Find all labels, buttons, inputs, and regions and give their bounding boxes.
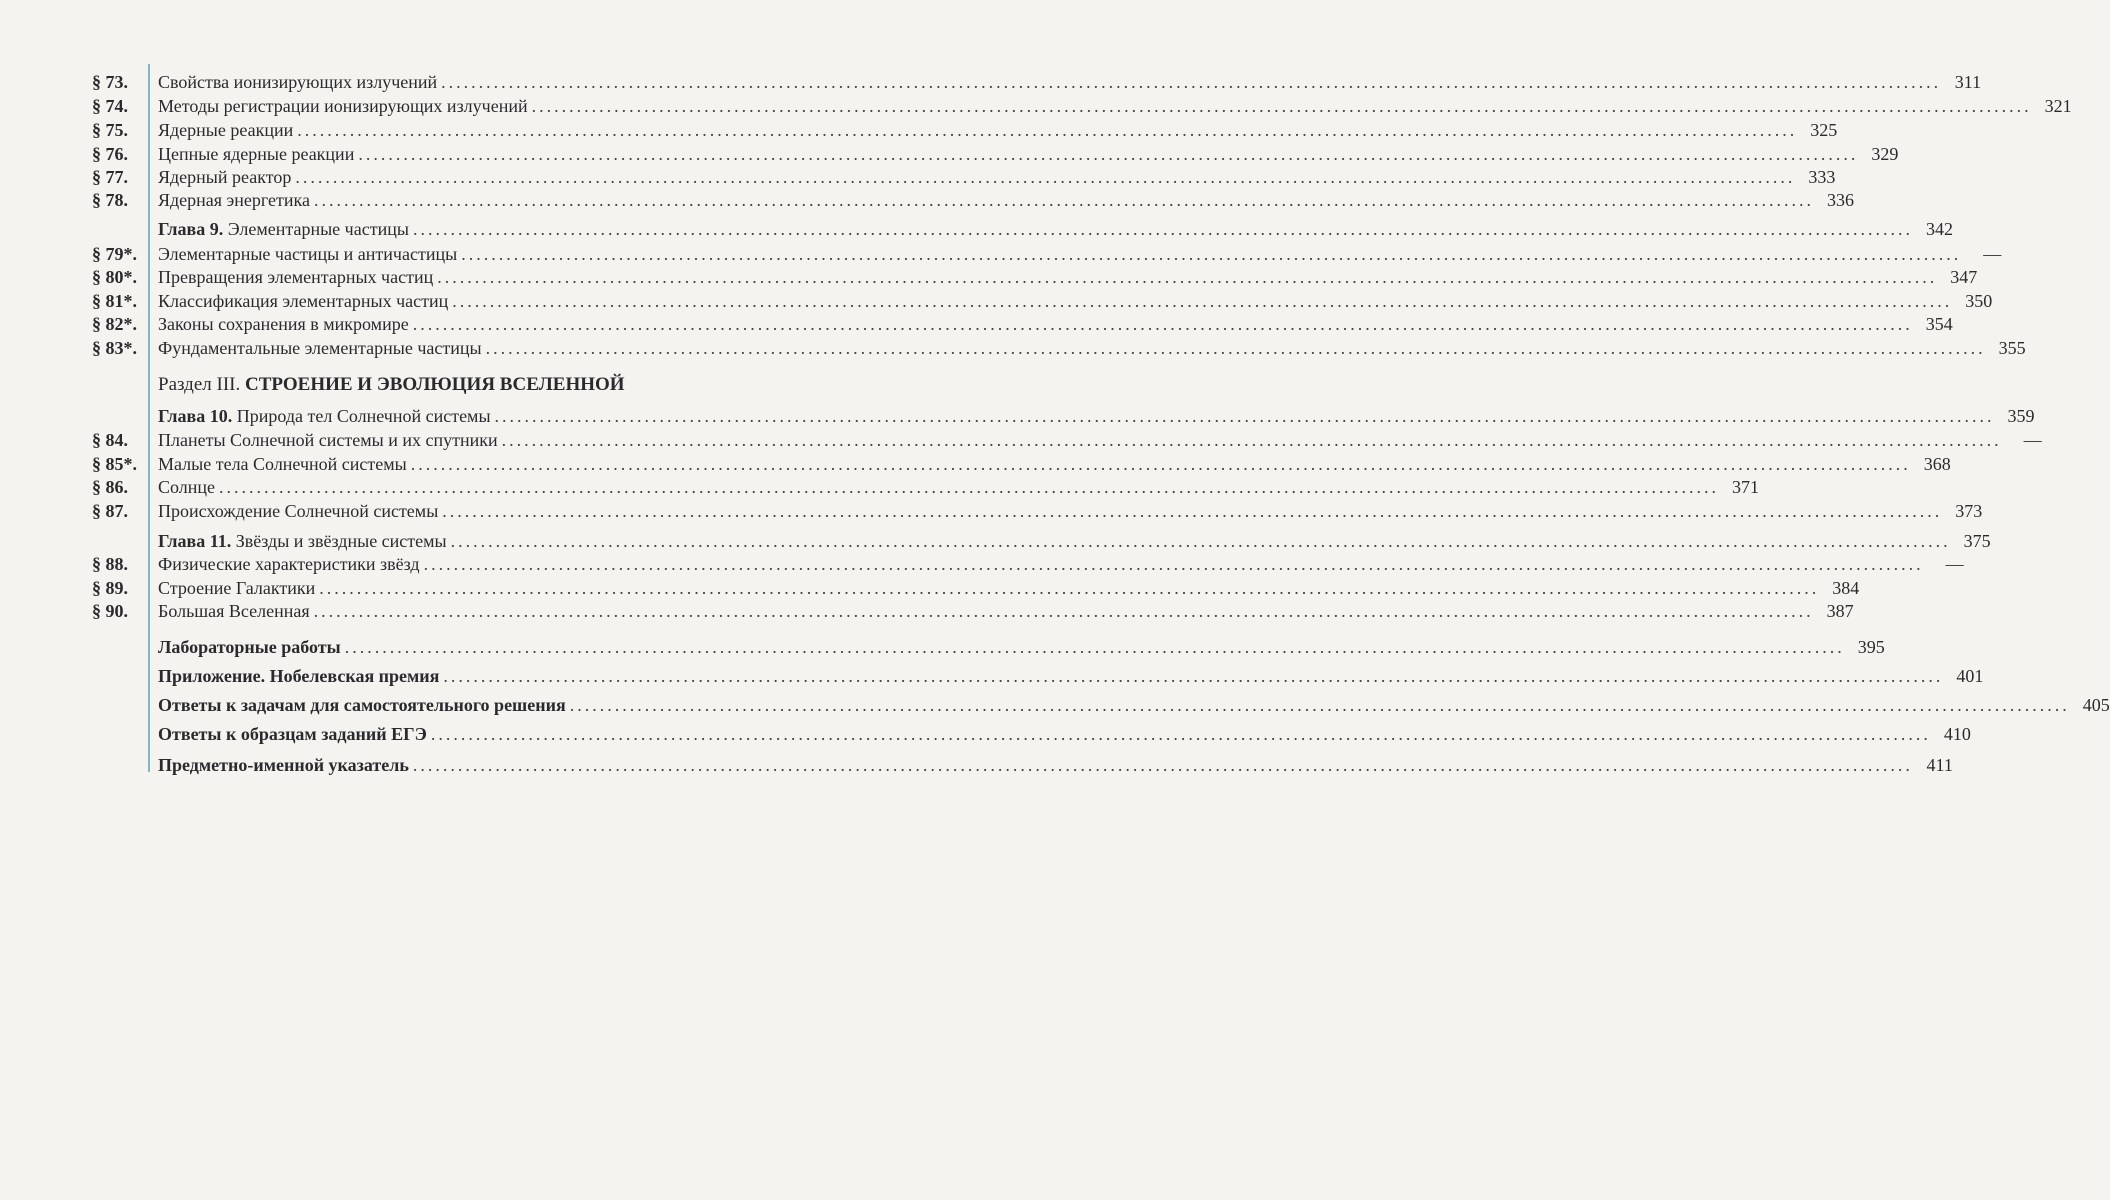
entry-title [148,500,438,522]
dot-leader: ........................................................................................................................................................................................................ [410,454,1911,474]
entry-title-text: Ядерный реактор [158,167,292,187]
toc-entry[interactable] [92,665,1984,687]
dot-leader: ........................................................................................................................................................................................................ [313,601,1814,621]
section-number: § 77. [92,167,128,187]
entry-title-text: Элементарные частицы [227,219,409,239]
dot-leader: ........................................................................................................................................................................................................ [569,695,2070,715]
entry-title [148,266,433,288]
toc-entry[interactable] [92,266,1978,288]
entry-title [148,243,457,265]
section-number: § 88. [92,554,128,574]
entry-title [148,530,447,552]
dot-leader: ........................................................................................................................................................................................................ [344,637,1845,657]
entry-title-text: Цепные ядерные реакции [158,144,355,164]
dot-leader: ........................................................................................................................................................................................................ [412,755,1913,775]
section-number: § 76. [92,144,128,164]
page-number: 401 [1956,666,1984,686]
dot-leader: ........................................................................................................................................................................................................ [452,291,1953,311]
section-number: § 79*. [92,244,137,264]
entry-title [148,429,498,451]
toc-entry[interactable] [92,71,1982,93]
entry-title [148,95,528,117]
page-number: 333 [1808,167,1836,187]
page-number: 321 [2044,96,2072,116]
entry-title-text: Солнце [158,477,216,497]
entry-title [148,636,341,658]
page-number: 411 [1926,755,1953,775]
chapter-label: Глава 10. [158,406,233,426]
entry-title [148,313,409,335]
page-number: 371 [1732,477,1760,497]
entry-title-text: Лабораторные работы [158,637,341,657]
entry-title [148,337,482,359]
page-number: 395 [1857,637,1885,657]
toc-entry[interactable] [92,189,1854,211]
toc-entry[interactable] [92,143,1899,165]
entry-title-text: Природа тел Солнечной системы [236,406,491,426]
entry-title-text: Предметно-именной указатель [158,755,409,775]
entry-title-text: Большая Вселенная [158,601,310,621]
entry-title-text: Методы регистрации ионизирующих излучений [158,96,528,116]
entry-title [148,290,448,312]
page-number: 410 [1943,724,1971,744]
section-number: § 75. [92,120,128,140]
entry-title [148,694,566,716]
toc-entry[interactable] [92,313,1953,335]
entry-title [148,577,315,599]
toc-entry[interactable] [92,476,1760,498]
toc-entry[interactable] [92,530,1991,552]
entry-title-text: Законы сохранения в микромире [158,314,409,334]
entry-title [148,119,293,141]
entry-title-text: Превращения элементарных частиц [158,267,434,287]
dot-leader: ........................................................................................................................................................................................................ [461,244,1962,264]
dot-leader: ........................................................................................................................................................................................................ [441,72,1942,92]
toc-entry[interactable] [92,218,1953,240]
entry-title-text: Малые тела Солнечной системы [158,454,407,474]
entry-title [148,453,407,475]
section-number: § 81*. [92,291,137,311]
entry-title [148,754,409,776]
entry-title-text: Физические характеристики звёзд [158,554,420,574]
dot-leader: ........................................................................................................................................................................................................ [412,219,1913,239]
toc-entry[interactable] [92,553,1964,575]
toc-entry[interactable] [92,95,2072,117]
entry-title-text: Планеты Солнечной системы и их спутники [158,430,498,450]
toc-entry[interactable] [92,754,1953,776]
toc-entry[interactable] [92,636,1885,658]
toc-entry[interactable] [92,166,1836,188]
dot-leader: ........................................................................................................................................................................................................ [443,666,1944,686]
section-number: § 86. [92,477,128,497]
entry-title [148,600,310,622]
dot-leader: ........................................................................................................................................................................................................ [531,96,2032,116]
section-number: § 83*. [92,338,137,358]
entry-title-text: Ядерная энергетика [158,190,310,210]
toc-entry[interactable] [92,694,2110,716]
page-number: 387 [1826,601,1854,621]
toc-entry[interactable] [92,429,2042,451]
dot-leader: ........................................................................................................................................................................................................ [442,501,1943,521]
entry-title [148,476,215,498]
entry-title [148,71,437,93]
entry-title [148,553,420,575]
page-number: 405 [2082,695,2110,715]
page-number: — [1983,244,2002,264]
entry-title-text: Происхождение Солнечной системы [158,501,439,521]
page-number: — [1945,554,1964,574]
dot-leader: ........................................................................................................................................................................................................ [358,144,1859,164]
toc-entry[interactable] [92,500,1983,522]
section-number: § 74. [92,96,128,116]
section-number: § 78. [92,190,128,210]
toc-entry[interactable] [92,723,1971,745]
dot-leader: ........................................................................................................................................................................................................ [219,477,1720,497]
entry-title-text: Ответы к задачам для самостоятельного решения [158,695,566,715]
dot-leader: ........................................................................................................................................................................................................ [412,314,1913,334]
entry-title-text: Звёзды и звёздные системы [235,531,447,551]
chapter-label: Глава 11. [158,531,232,551]
toc-entry[interactable] [92,577,1860,599]
toc-entry[interactable] [92,337,2026,359]
part-label: Раздел III. [158,374,241,395]
dot-leader: ........................................................................................................................................................................................................ [295,167,1796,187]
page-number: 368 [1923,454,1951,474]
toc-entry[interactable] [92,600,1854,622]
page-number: 354 [1925,314,1953,334]
entry-title-text: Ядерные реакции [158,120,294,140]
entry-title-text: Свойства ионизирующих излучений [158,72,438,92]
part-title: СТРОЕНИЕ И ЭВОЛЮЦИЯ ВСЕЛЕННОЙ [244,374,625,395]
dot-leader: ........................................................................................................................................................................................................ [430,724,1931,744]
entry-title [148,166,291,188]
part-heading [158,374,625,396]
entry-title-text: Приложение. Нобелевская премия [158,666,440,686]
entry-title-text: Ответы к образцам заданий ЕГЭ [158,724,427,744]
entry-title [148,189,310,211]
dot-leader: ........................................................................................................................................................................................................ [485,338,1986,358]
dot-leader: ........................................................................................................................................................................................................ [319,578,1820,598]
entry-title [148,723,427,745]
section-number: § 82*. [92,314,137,334]
entry-title [148,665,439,687]
entry-title [148,143,354,165]
section-number: § 90. [92,601,128,621]
page-number: 359 [2007,406,2035,426]
toc-entry[interactable] [92,243,2002,265]
section-number: § 73. [92,72,128,92]
dot-leader: ........................................................................................................................................................................................................ [314,190,1814,210]
section-number: § 85*. [92,454,137,474]
dot-leader: ........................................................................................................................................................................................................ [494,406,1995,426]
entry-title [148,405,491,427]
page-number: 350 [1965,291,1993,311]
dot-leader: ........................................................................................................................................................................................................ [437,267,1938,287]
page-number: 325 [1810,120,1838,140]
dot-leader: ........................................................................................................................................................................................................ [297,120,1798,140]
section-number: § 87. [92,501,128,521]
dot-leader: ........................................................................................................................................................................................................ [450,531,1951,551]
toc-entry[interactable] [92,453,1951,475]
chapter-label: Глава 9. [158,219,224,239]
toc-entry[interactable] [92,290,1993,312]
entry-title [148,218,409,240]
page-number: 373 [1955,501,1983,521]
page-number: 336 [1827,190,1854,210]
page-number: 347 [1950,267,1978,287]
entry-title-text: Фундаментальные элементарные частицы [158,338,482,358]
section-number: § 80*. [92,267,137,287]
page-number: 355 [1998,338,2026,358]
page-number: 329 [1871,144,1899,164]
page-number: 375 [1963,531,1991,551]
dot-leader: ........................................................................................................................................................................................................ [423,554,1924,574]
section-number: § 84. [92,430,128,450]
section-number: § 89. [92,578,128,598]
toc-entry[interactable] [92,119,1838,141]
entry-title-text: Строение Галактики [158,578,316,598]
page-number: 342 [1925,219,1953,239]
entry-title-text: Элементарные частицы и античастицы [158,244,458,264]
toc-entry[interactable] [92,405,2035,427]
page-number: 311 [1954,72,1982,92]
page-number: 384 [1832,578,1860,598]
page-number: — [2023,430,2042,450]
dot-leader: ........................................................................................................................................................................................................ [501,430,2002,450]
entry-title-text: Классификация элементарных частиц [158,291,449,311]
